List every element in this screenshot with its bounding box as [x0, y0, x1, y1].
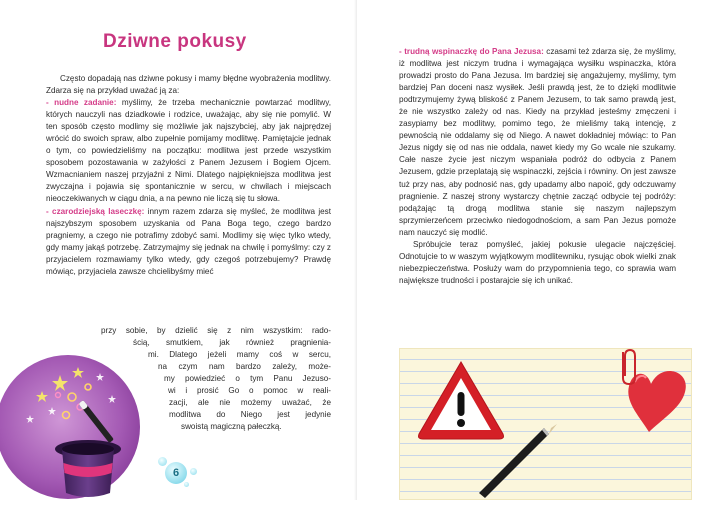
magic-hat-illustration	[0, 345, 160, 505]
right-text-column	[399, 46, 676, 287]
notebook-illustration	[399, 348, 692, 500]
decorative-bubble	[190, 468, 197, 475]
shaped-line: przy sobie, by dzielić się z nim wszystkim: rado-	[101, 326, 331, 335]
warning-sign-icon	[419, 362, 504, 439]
temptation-boring-task	[46, 97, 331, 205]
shaped-line: mi. Dlatego jeżeli mamy coś w sercu,	[148, 350, 331, 360]
item-lead-boring-task: - nudne zadanie:	[46, 98, 117, 108]
decorative-bubble	[158, 457, 167, 466]
item-text-hard-climb: czasami też zdarza się, że myślimy, iż modlitwa jest niczym trudna i wymagająca wysiłku wspinaczka, która prowadzi prosto do Pana Jezusa. Im bardziej się angażujemy, myślimy, tym bardziej Pan doceni nasz wysiłek. Jeśli prawdą jest, że to dzięki modlitwie podtrzymujemy żywą bliskość z Panem Jezusem, to tak samo prawdą jest, że nie wszystko zależy od nas. Kiedy na przykład jesteśmy zmęczeni i zasypiamy bez modlitwy, pomimo tego, że mieliśmy taką intencję, z pewnością nie oddalamy się od Niego. A nawet dokładniej mówiąc: to Pan Jezus nigdy się od nas nie oddala, nawet kiedy my Go wcale nie szukamy. Całe nasze życie jest niczym wspaniała podróż do odbycia z Panem Jezusem, gdzie przeplatają się wspinaczki, zejścia i równiny. On jest zawsze tuż przy nas, aby podnosić nas, gdy upadamy albo napoić, gdy odczuwamy pragnienie. Z naszej strony wystarczy chętnie zacząć odbycie tej podróży: podążając tą drogą modlitwa stanie się naszym najlepszym sprzymierzeńcem przeciwko niedogodnościom, a sam Pan Jezus pomoże nam nauczyć się modlić.	[399, 47, 676, 237]
shaped-line: modlitwa do Niego jest jedynie	[169, 410, 331, 420]
notebook-drawings	[399, 348, 692, 500]
intro-paragraph: Często dopadają nas dziwne pokusy i mamy błędne wyobrażenia modlitwy. Zdarza się na przykład uważać ją za:	[46, 74, 331, 96]
temptation-magic-wand	[46, 206, 331, 278]
left-text-column	[46, 73, 331, 278]
shaped-line: na czym nam bardzo zależy, może-	[158, 362, 331, 372]
item-text-boring-task: myślimy, że trzeba mechanicznie powtarzać modlitwy, których nauczyli nas dziadkowie i rodzice, uważając, aby się nie pomylić. W ten sposób często modlimy się możliwie jak najszybciej, aby jak najprędzej wrócić do swoich spraw, albo zupełnie pomijamy modlitwę. Pamiętajcie jednak o tym, co powiedzieliśmy na początku: modlitwa jest przede wszystkim sposobem pozostawania w zażyłości z Panem Jezusem i Bogiem Ojcem. Wzmacnianiem naszej przyjaźni z Nimi. Dlatego najpiękniejsza modlitwa jest zwyczajna i pojawia się spontanicznie w sercu, w chwilach i miejscach nieoczekiwanych w ciągu dnia, a na pewno nie liczą się tu słowa.	[46, 98, 331, 204]
heart-icon	[628, 371, 685, 432]
closing-paragraph: Spróbujcie teraz pomyśleć, jakiej pokusie ulegacie najczęściej. Odnotujcie to w waszym wyjątkowym modlitewniku, rysując obok wielki znak niebezpieczeństwa. Posłuży wam do przypomnienia tego, co sprawia wam największe trudności i postarajcie się ich unikać.	[399, 239, 676, 285]
page-title: Dziwne pokusy	[103, 31, 247, 52]
item-lead-hard-climb: - trudną wspinaczkę do Pana Jezusa:	[399, 47, 544, 56]
shaped-line: zacji, ale nie możemy uważać, że	[169, 398, 331, 408]
shaped-line: wi i prosić Go o pomoc w reali-	[168, 386, 331, 396]
decorative-bubble	[184, 482, 189, 487]
magic-hat-icon	[0, 345, 160, 505]
left-page	[0, 0, 357, 500]
temptation-hard-climb	[399, 46, 676, 239]
item-lead-magic-wand: - czarodziejską laseczkę:	[46, 206, 145, 216]
shaped-line: ścią, smutkiem, jak również pragnienia-	[133, 338, 331, 348]
shaped-line: swoistą magiczną pałeczką.	[181, 422, 282, 432]
item-text-magic-wand: innym razem zdarza się myśleć, że modlitwa jest najszybszym sposobem uzyskania od Pana Boga tego, czego bardzo pragniemy, a czego nie potrafimy zdobyć sami. Modlimy się więc tylko wtedy, gdy mamy jakąś potrzebę. Zatrzymajmy się jednak na chwilę i pomyślmy: czy z przyjacielem rozmawiamy tylko wtedy, gdy czegoś potrzebujemy? Prawdę mówiąc, przyjaciela zawsze chcielibyśmy mieć	[46, 206, 332, 276]
shaped-line: my powiedzieć o tym Panu Jezuso-	[164, 374, 331, 384]
page-number: 6	[165, 462, 187, 484]
